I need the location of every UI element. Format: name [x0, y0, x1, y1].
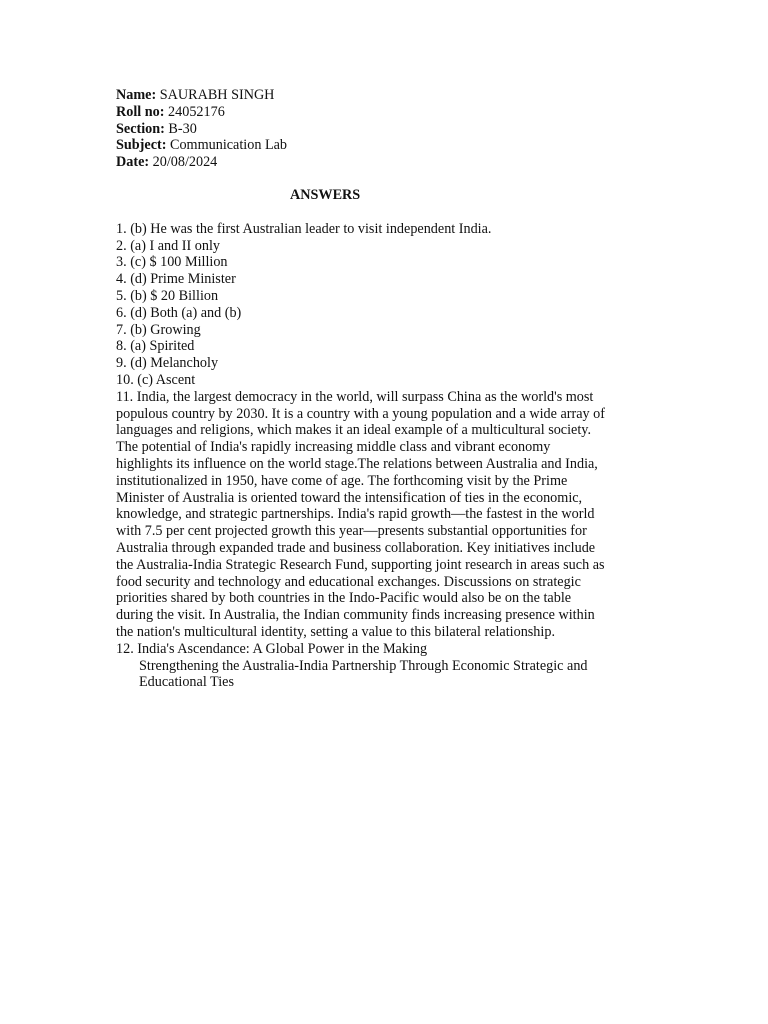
paragraph-line: Australia through expanded trade and business collaboration. Key initiatives include: [116, 539, 596, 556]
paragraph-line: the Australia-India Strategic Research Fund, supporting joint research in areas such as: [116, 556, 605, 573]
answer-item: 10. (c) Ascent: [116, 371, 196, 388]
student-info: [116, 87, 656, 171]
answer-item: 7. (b) Growing: [116, 321, 201, 338]
answer-item: 1. (b) He was the first Australian leader to visit independent India.: [116, 220, 492, 237]
answers-heading: ANSWERS: [290, 186, 361, 203]
date-value: 20/08/2024: [149, 154, 218, 171]
paragraph-line: languages and religions, which makes it an ideal example of a multicultural society.: [116, 422, 592, 439]
date-label: Date:: [116, 154, 150, 171]
paragraph-line: highlights its influence on the world stage.The relations between Australia and India,: [116, 455, 598, 472]
paragraph-line: food security and technology and educational exchanges. Discussions on strategic: [116, 573, 581, 590]
answers-list: [116, 221, 656, 389]
paragraph-line: Minister of Australia is oriented toward the intensification of ties in the economic,: [116, 489, 583, 506]
roll-label: Roll no:: [116, 103, 165, 120]
paragraph-line: The potential of India's rapidly increasing middle class and vibrant economy: [116, 439, 551, 456]
roll-value: 24052176: [164, 103, 225, 120]
paragraph-line: the nation's multicultural identity, setting a value to this bilateral relationship.: [116, 623, 555, 640]
document-page: [116, 87, 656, 691]
answer-item: 9. (d) Melancholy: [116, 355, 219, 372]
answer-12: [116, 641, 656, 691]
paragraph-line: during the visit. In Australia, the Indian community finds increasing presence within: [116, 607, 595, 624]
paragraph-line: priorities shared by both countries in the Indo-Pacific would also be on the table: [116, 590, 572, 607]
answer-12-subtitle-line: Strengthening the Australia-India Partnership Through Economic Strategic and: [139, 657, 588, 674]
answer-item: 8. (a) Spirited: [116, 338, 195, 355]
answer-12-subtitle-line: Educational Ties: [139, 674, 234, 691]
paragraph-line: knowledge, and strategic partnerships. India's rapid growth—the fastest in the world: [116, 506, 595, 523]
answer-item: 5. (b) $ 20 Billion: [116, 287, 219, 304]
answer-item: 2. (a) I and II only: [116, 237, 221, 254]
paragraph-line: institutionalized in 1950, have come of age. The forthcoming visit by the Prime: [116, 472, 568, 489]
section-label: Section:: [116, 120, 165, 137]
section-value: B-30: [164, 120, 197, 137]
answer-item: 3. (c) $ 100 Million: [116, 254, 228, 271]
date-line: [116, 154, 656, 171]
subject-value: Communication Lab: [166, 137, 288, 154]
answer-item: 6. (d) Both (a) and (b): [116, 304, 242, 321]
name-value: SAURABH SINGH: [156, 87, 275, 103]
subject-line: [116, 137, 656, 154]
roll-line: [116, 104, 656, 121]
paragraph-line: populous country by 2030. It is a country with a young population and a wide array of: [116, 405, 605, 422]
paragraph-line: with 7.5 per cent projected growth this year—presents substantial opportunities for: [116, 523, 587, 540]
paragraph-line: 11. India, the largest democracy in the world, will surpass China as the world's most: [116, 388, 594, 405]
name-line: [116, 87, 656, 104]
subject-label: Subject:: [116, 137, 167, 154]
name-label: Name:: [116, 87, 157, 103]
section-line: [116, 121, 656, 138]
answer-11-paragraph: [116, 389, 656, 641]
answer-12-title: 12. India's Ascendance: A Global Power in the Making: [116, 640, 428, 657]
answer-item: 4. (d) Prime Minister: [116, 271, 236, 288]
